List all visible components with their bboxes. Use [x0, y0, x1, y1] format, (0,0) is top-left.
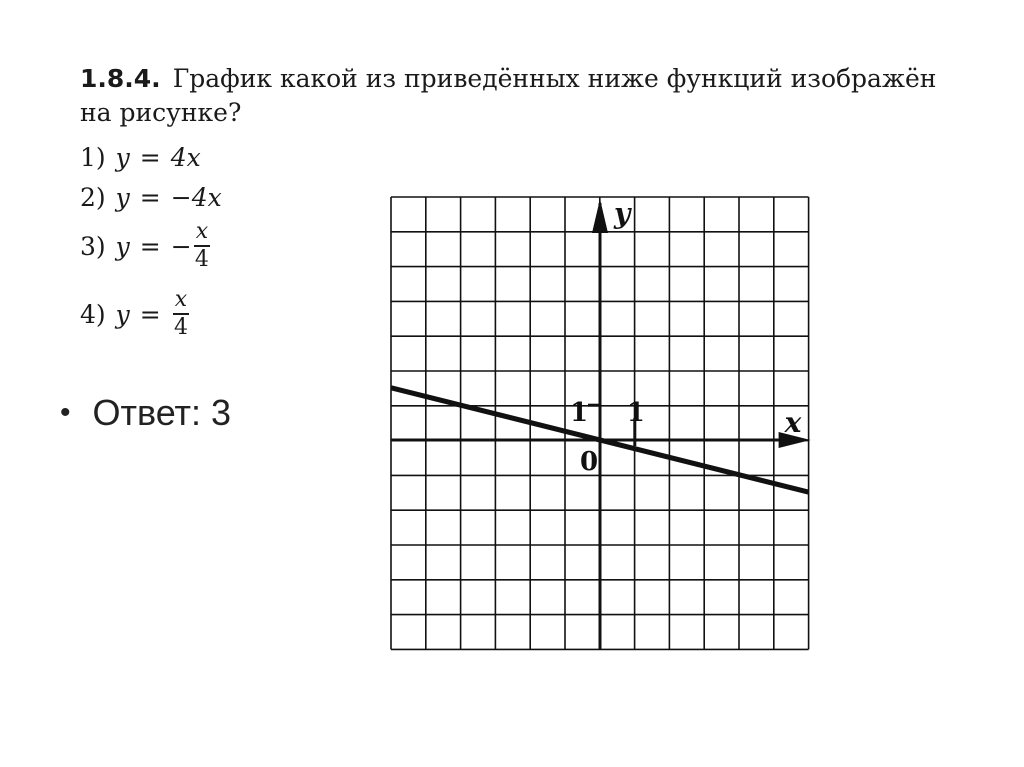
option-eq: = [139, 143, 161, 172]
option-lhs: y [115, 183, 130, 212]
option-eq: = [139, 231, 161, 261]
x-axis-label: x [784, 406, 802, 439]
option-index: 3) [80, 231, 106, 261]
option-eq: = [139, 299, 161, 329]
option-index: 1) [80, 143, 106, 172]
y-unit-label: 1 [570, 398, 589, 428]
y-axis-label: y [614, 197, 631, 230]
x-unit-label: 1 [626, 398, 645, 428]
option-expr: −4x [170, 183, 222, 212]
option-lhs: y [115, 299, 130, 329]
fraction-denominator: 4 [173, 315, 188, 340]
bullet-icon: • [60, 396, 71, 429]
fraction-numerator: x [194, 221, 210, 247]
option-index: 4) [80, 299, 106, 329]
y-axis-arrow-icon [592, 199, 608, 233]
fraction-denominator: 4 [194, 247, 209, 272]
origin-label: 0 [580, 447, 599, 477]
option-expr: 4x [170, 143, 201, 172]
fraction-numerator: x [173, 289, 189, 315]
problem-number: 1.8.4. [80, 64, 161, 93]
question-text: График какой из приведённых ниже функций изображён [172, 64, 937, 93]
question-text-continued: на рисунке? [80, 98, 242, 127]
answer-text: Ответ: 3 [92, 392, 232, 433]
option-index: 2) [80, 183, 106, 212]
option-lhs: y [115, 143, 130, 172]
option-lhs: y [115, 231, 130, 261]
option-sign: − [170, 231, 192, 261]
option-eq: = [139, 183, 161, 212]
